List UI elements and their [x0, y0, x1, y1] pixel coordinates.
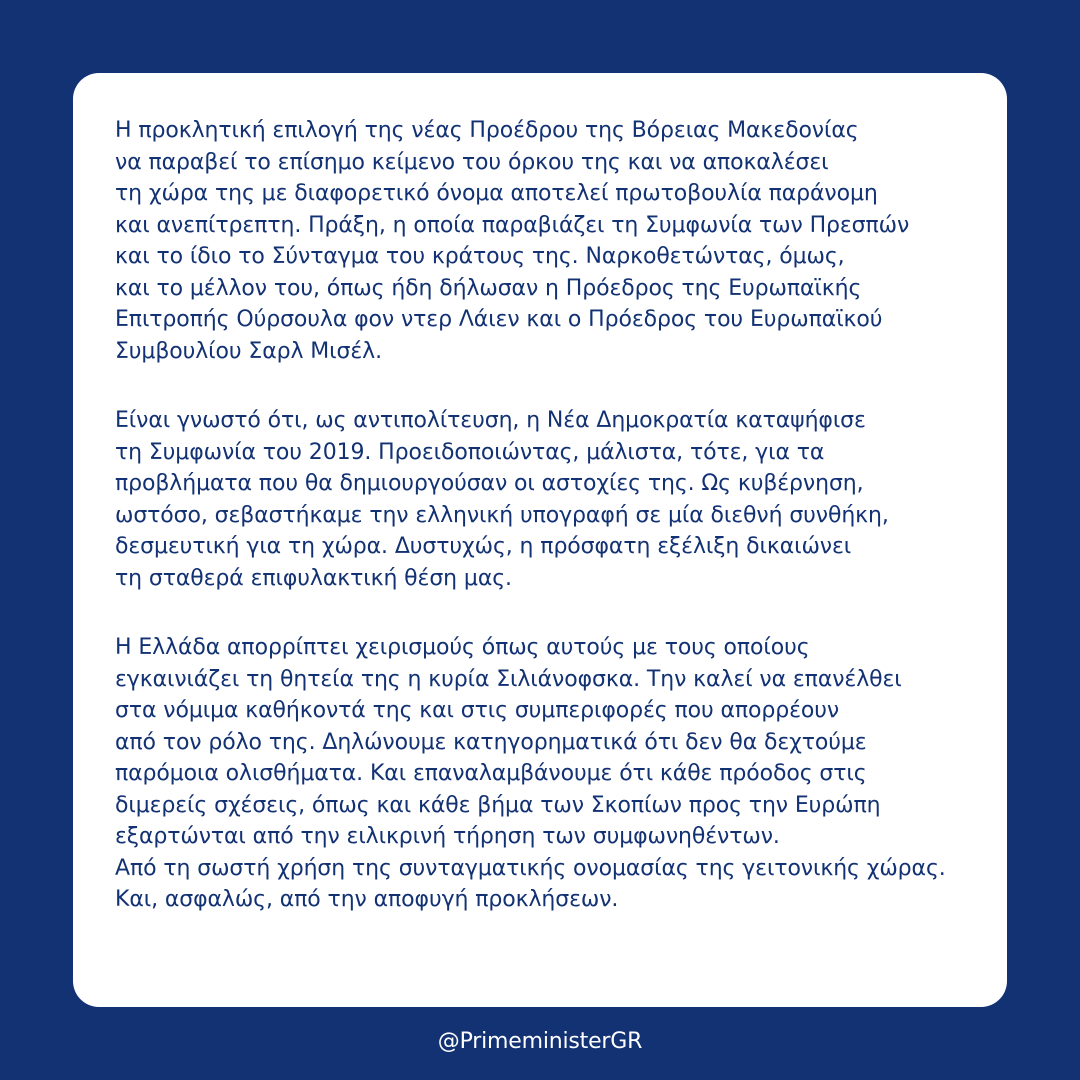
paragraph-line: προβλήματα που θα δημιουργούσαν οι αστοχίες της. Ως κυβέρνηση, — [115, 471, 864, 496]
paragraph-line: εξαρτώνται από την ειλικρινή τήρηση των συμφωνηθέντων. — [115, 824, 780, 849]
paragraph-line: στα νόμιμα καθήκοντά της και στις συμπεριφορές που απορρέουν — [115, 698, 840, 723]
paragraph-2 — [115, 405, 1007, 594]
paragraph-line: Και, ασφαλώς, από την αποφυγή προκλήσεων. — [115, 887, 619, 912]
paragraph-line: ωστόσο, σεβαστήκαμε την ελληνική υπογραφή σε μία διεθνή συνθήκη, — [115, 502, 889, 528]
paragraph-3 — [115, 632, 1007, 916]
paragraph-line: Επιτροπής Ούρσουλα φον ντερ Λάιεν και ο Πρόεδρος του Ευρωπαϊκού — [115, 307, 883, 332]
social-handle: @PrimeministerGR — [437, 1029, 643, 1054]
paragraph-line: Η προκλητική επιλογή της νέας Προέδρου της Βόρειας Μακεδονίας — [115, 118, 859, 143]
paragraph-line: δεσμευτική για τη χώρα. Δυστυχώς, η πρόσφατη εξέλιξη δικαιώνει — [115, 534, 852, 559]
paragraph-line: εγκαινιάζει τη θητεία της η κυρία Σιλιάνοφσκα. Την καλεί να επανέλθει — [115, 666, 902, 692]
paragraph-line: διμερείς σχέσεις, όπως και κάθε βήμα των Σκοπίων προς την Ευρώπη — [115, 792, 881, 818]
paragraph-line: τη Συμφωνία του 2019. Προειδοποιώντας, μάλιστα, τότε, για τα — [115, 439, 825, 465]
paragraph-line: τη σταθερά επιφυλακτική θέση μας. — [115, 565, 512, 591]
paragraph-line: Συμβουλίου Σαρλ Μισέλ. — [115, 338, 382, 364]
paragraph-line: και το μέλλον του, όπως ήδη δήλωσαν η Πρόεδρος της Ευρωπαϊκής — [115, 275, 862, 301]
paragraph-line: να παραβεί το επίσημο κείμενο του όρκου της και να αποκαλέσει — [115, 149, 829, 175]
paragraph-line: τη χώρα της με διαφορετικό όνομα αποτελεί πρωτοβουλία παράνομη — [115, 181, 878, 206]
paragraph-line: παρόμοια ολισθήματα. Και επαναλαμβάνουμε ότι κάθε πρόοδος στις — [115, 761, 867, 786]
paragraph-line: Από τη σωστή χρήση της συνταγματικής ονομασίας της γειτονικής χώρας. — [115, 855, 946, 881]
paragraph-1 — [115, 115, 1007, 367]
paragraph-line: Είναι γνωστό ότι, ως αντιπολίτευση, η Νέα Δημοκρατία καταψήφισε — [115, 408, 866, 433]
paragraph-line: και το ίδιο το Σύνταγμα του κράτους της. Ναρκοθετώντας, όμως, — [115, 244, 845, 269]
paragraph-line: Η Ελλάδα απορρίπτει χειρισμούς όπως αυτούς με τους οποίους — [115, 635, 810, 660]
paragraph-line: και ανεπίτρεπτη. Πράξη, η οποία παραβιάζει τη Συμφωνία των Πρεσπών — [115, 212, 910, 238]
paragraph-line: από τον ρόλο της. Δηλώνουμε κατηγορηματικά ότι δεν θα δεχτούμε — [115, 729, 867, 755]
statement-card — [73, 73, 1007, 1007]
